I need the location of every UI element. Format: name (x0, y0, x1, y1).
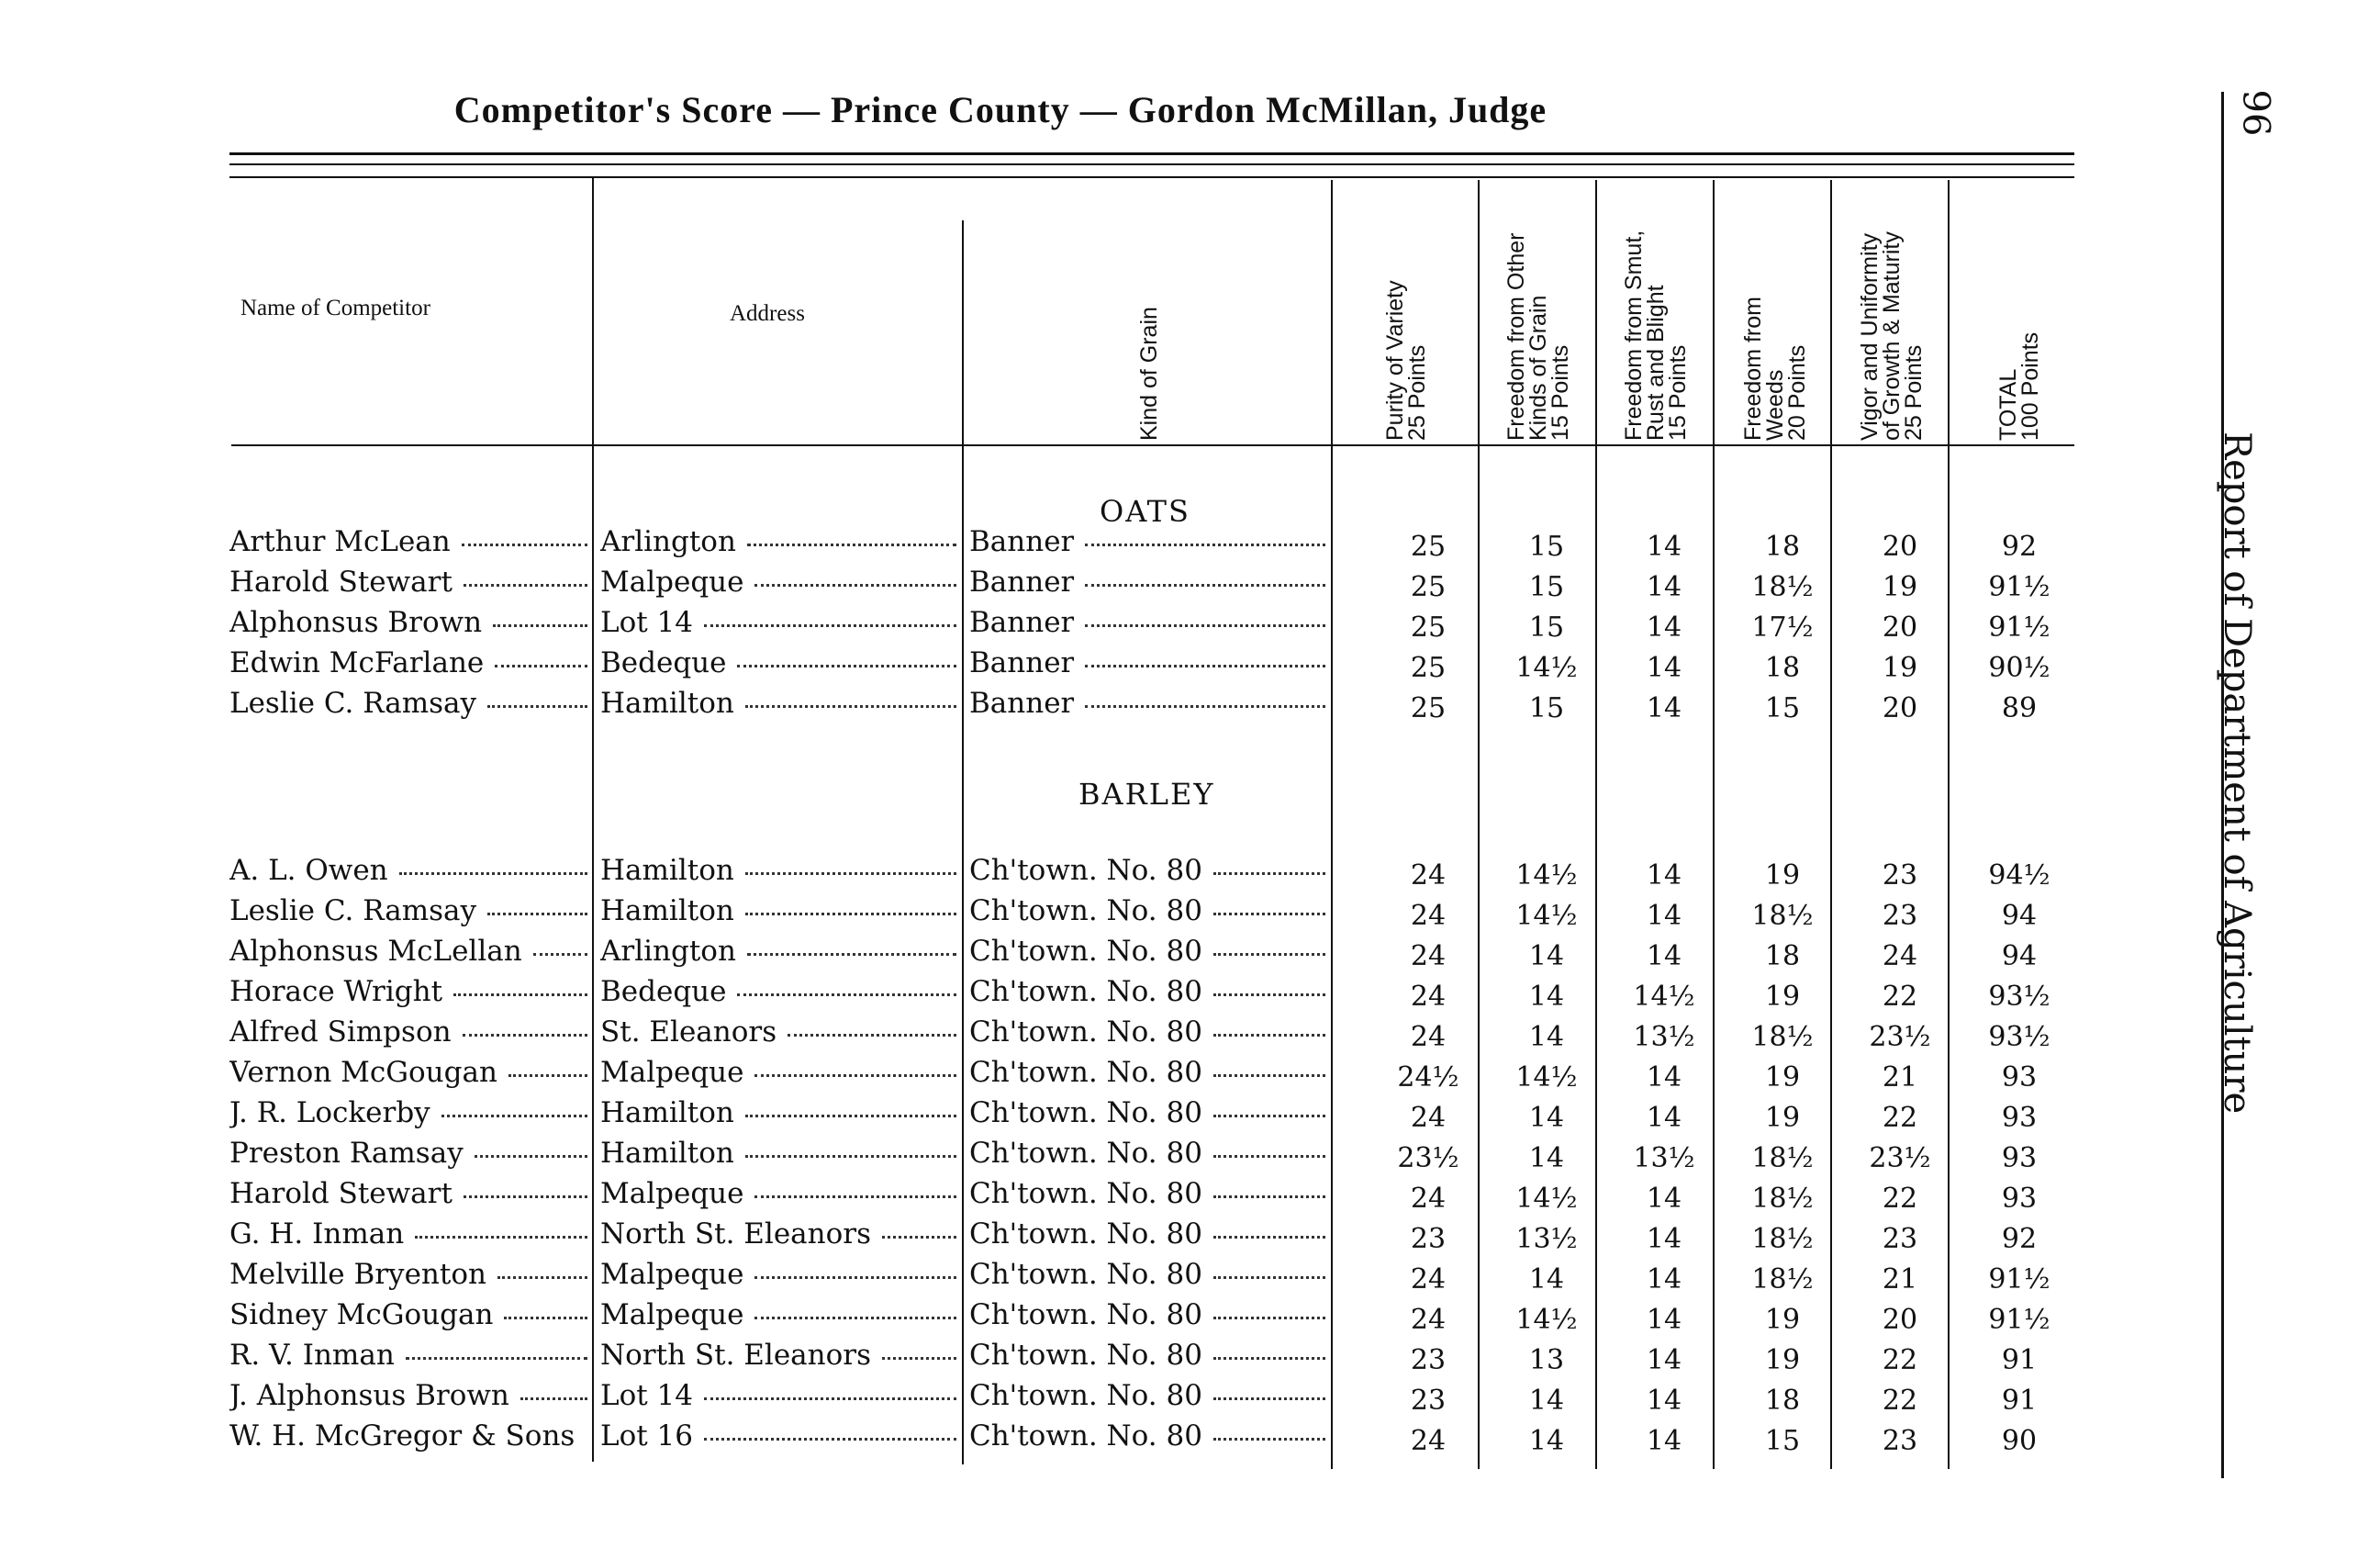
score-freedom-other: 14½ (1515, 900, 1578, 932)
score-freedom-smut: 14 (1646, 1223, 1682, 1255)
score-total: 94 (2001, 900, 2038, 932)
score-freedom-smut: 14 (1646, 611, 1682, 644)
dot-leader (463, 1034, 587, 1037)
competitor-name: Preston Ramsay (229, 1137, 464, 1170)
score-vigor: 21 (1882, 1263, 1918, 1295)
dot-leader (1085, 624, 1325, 627)
score-total: 90 (2001, 1425, 2038, 1457)
dot-leader (1213, 953, 1325, 956)
grain-kind: Ch'town. No. 80 (969, 1137, 1202, 1170)
score-purity: 23 (1410, 1344, 1447, 1376)
score-freedom-other: 15 (1528, 571, 1565, 603)
grain-kind: Ch'town. No. 80 (969, 1419, 1202, 1452)
dot-leader (882, 1357, 956, 1360)
score-vigor: 23 (1882, 1425, 1918, 1457)
competitor-address: Malpeque (600, 1177, 744, 1210)
score-vigor: 22 (1882, 981, 1918, 1013)
score-vigor: 20 (1882, 611, 1918, 644)
dot-leader (1213, 872, 1325, 875)
competitor-name: Leslie C. Ramsay (229, 687, 477, 720)
grain-kind: Ch'town. No. 80 (969, 1258, 1202, 1291)
score-freedom-other: 15 (1528, 692, 1565, 724)
score-freedom-other: 13 (1528, 1344, 1565, 1376)
dot-leader (745, 913, 956, 915)
score-purity: 25 (1410, 692, 1447, 724)
dot-leader (1213, 1155, 1325, 1158)
score-freedom-other: 15 (1528, 531, 1565, 563)
score-freedom-other: 14 (1528, 981, 1565, 1013)
table-row (0, 1217, 2380, 1258)
score-purity: 23½ (1397, 1142, 1459, 1174)
competitor-address: Bedeque (600, 975, 727, 1008)
header-freedom-smut: Freedom from Smut, Rust and Blight 15 Points (1621, 230, 1691, 441)
table-row (0, 1177, 2380, 1217)
grain-kind: Banner (969, 646, 1075, 679)
score-vigor: 21 (1882, 1061, 1918, 1094)
score-freedom-weeds: 18 (1764, 652, 1801, 684)
score-purity: 24 (1410, 1263, 1447, 1295)
score-freedom-smut: 14 (1646, 1061, 1682, 1094)
competitor-name: Sidney McGougan (229, 1298, 494, 1331)
score-freedom-smut: 14 (1646, 1263, 1682, 1295)
score-freedom-smut: 13½ (1633, 1021, 1695, 1053)
score-total: 91 (2001, 1385, 2038, 1417)
grain-kind: Ch'town. No. 80 (969, 854, 1202, 887)
dot-leader (1213, 913, 1325, 915)
page-number: 96 (2234, 89, 2277, 137)
header-address: Address (730, 301, 805, 326)
competitor-name: Edwin McFarlane (229, 646, 485, 679)
score-purity: 24 (1410, 1102, 1447, 1134)
dot-leader (520, 1397, 587, 1400)
dot-leader (747, 953, 956, 956)
score-purity: 24½ (1397, 1061, 1459, 1094)
score-total: 90½ (1988, 652, 2050, 684)
score-total: 89 (2001, 692, 2038, 724)
header-rule-second (229, 163, 2074, 165)
score-purity: 24 (1410, 1021, 1447, 1053)
header-purity: Purity of Variety 25 Points (1382, 280, 1430, 441)
score-vigor: 22 (1882, 1183, 1918, 1215)
score-total: 91½ (1988, 611, 2050, 644)
score-vigor: 19 (1882, 571, 1918, 603)
competitor-address: Arlington (600, 525, 736, 558)
dot-leader (704, 624, 956, 627)
score-freedom-other: 13½ (1515, 1223, 1578, 1255)
score-freedom-weeds: 18½ (1751, 900, 1814, 932)
score-total: 93 (2001, 1061, 2038, 1094)
score-freedom-smut: 14 (1646, 692, 1682, 724)
score-total: 92 (2001, 1223, 2038, 1255)
dot-leader (754, 584, 956, 587)
score-freedom-weeds: 18 (1764, 940, 1801, 972)
score-purity: 23 (1410, 1223, 1447, 1255)
competitor-address: Hamilton (600, 894, 734, 927)
score-freedom-weeds: 18½ (1751, 1263, 1814, 1295)
header-freedom-other: Freedom from Other Kinds of Grain 15 Points (1503, 232, 1573, 441)
dot-leader (1213, 1034, 1325, 1037)
score-total: 91½ (1988, 1263, 2050, 1295)
competitor-address: St. Eleanors (600, 1015, 777, 1049)
score-vigor: 22 (1882, 1385, 1918, 1417)
grain-kind: Ch'town. No. 80 (969, 975, 1202, 1008)
competitor-address: Hamilton (600, 1137, 734, 1170)
grain-kind: Ch'town. No. 80 (969, 1217, 1202, 1251)
dot-leader (464, 1195, 587, 1198)
dot-leader (462, 544, 587, 546)
grain-kind: Ch'town. No. 80 (969, 1379, 1202, 1412)
competitor-name: Harold Stewart (229, 1177, 453, 1210)
score-freedom-weeds: 15 (1764, 1425, 1801, 1457)
dot-leader (415, 1236, 587, 1239)
score-freedom-other: 14½ (1515, 859, 1578, 892)
score-freedom-other: 14 (1528, 940, 1565, 972)
score-total: 92 (2001, 531, 2038, 563)
score-vigor: 22 (1882, 1344, 1918, 1376)
score-total: 94½ (1988, 859, 2050, 892)
score-total: 91 (2001, 1344, 2038, 1376)
score-total: 91½ (1988, 1304, 2050, 1336)
header-freedom-weeds: Freedom from Weeds 20 Points (1740, 297, 1810, 441)
score-freedom-weeds: 18½ (1751, 1223, 1814, 1255)
dot-leader (1213, 1317, 1325, 1319)
dot-leader (737, 665, 956, 667)
grain-kind: Ch'town. No. 80 (969, 1177, 1202, 1210)
score-purity: 25 (1410, 531, 1447, 563)
score-freedom-weeds: 19 (1764, 1102, 1801, 1134)
score-total: 93 (2001, 1142, 2038, 1174)
dot-leader (1085, 544, 1325, 546)
dot-leader (508, 1074, 587, 1077)
competitor-name: A. L. Owen (229, 854, 388, 887)
score-freedom-other: 15 (1528, 611, 1565, 644)
table-row (0, 566, 2380, 606)
grain-kind: Ch'town. No. 80 (969, 1339, 1202, 1372)
dot-leader (754, 1074, 956, 1077)
dot-leader (745, 872, 956, 875)
table-row (0, 894, 2380, 935)
score-freedom-smut: 14 (1646, 1304, 1682, 1336)
dot-leader (1085, 665, 1325, 667)
grain-kind: Ch'town. No. 80 (969, 1056, 1202, 1089)
competitor-name: Leslie C. Ramsay (229, 894, 477, 927)
score-freedom-other: 14 (1528, 1263, 1565, 1295)
dot-leader (1213, 1438, 1325, 1441)
score-freedom-weeds: 17½ (1751, 611, 1814, 644)
dot-leader (399, 872, 587, 875)
dot-leader (1213, 1195, 1325, 1198)
dot-leader (406, 1357, 587, 1360)
score-vigor: 22 (1882, 1102, 1918, 1134)
dot-leader (1213, 1276, 1325, 1279)
score-vigor: 19 (1882, 652, 1918, 684)
competitor-name: Horace Wright (229, 975, 443, 1008)
score-freedom-other: 14 (1528, 1021, 1565, 1053)
score-purity: 24 (1410, 1183, 1447, 1215)
competitor-address: Lot 14 (600, 606, 694, 639)
header-rule-third (229, 176, 2074, 178)
score-freedom-smut: 14 (1646, 1344, 1682, 1376)
score-freedom-weeds: 19 (1764, 1061, 1801, 1094)
competitor-address: Malpeque (600, 1298, 744, 1331)
table-row (0, 1096, 2380, 1137)
score-freedom-other: 14½ (1515, 1061, 1578, 1094)
dot-leader (704, 1397, 956, 1400)
score-freedom-other: 14 (1528, 1385, 1565, 1417)
dot-leader (487, 705, 587, 708)
competitor-name: W. H. McGregor & Sons (229, 1419, 575, 1452)
table-row (0, 1258, 2380, 1298)
score-freedom-weeds: 18 (1764, 1385, 1801, 1417)
header-total: TOTAL 100 Points (1995, 331, 2043, 441)
competitor-address: Lot 16 (600, 1419, 694, 1452)
header-rule-bottom (231, 444, 2074, 446)
competitor-name: Vernon McGougan (229, 1056, 497, 1089)
competitor-address: Arlington (600, 935, 736, 968)
table-row (0, 1298, 2380, 1339)
header-vigor: Vigor and Uniformity of Growth & Maturity 25 Points (1857, 231, 1927, 441)
competitor-name: Alfred Simpson (229, 1015, 452, 1049)
score-vigor: 23½ (1869, 1021, 1931, 1053)
competitor-name: J. Alphonsus Brown (229, 1379, 509, 1412)
dot-leader (747, 544, 956, 546)
table-row (0, 1339, 2380, 1379)
score-total: 93½ (1988, 1021, 2050, 1053)
grain-kind: Ch'town. No. 80 (969, 935, 1202, 968)
score-total: 93 (2001, 1102, 2038, 1134)
header-grain: Kind of Grain (1136, 307, 1162, 441)
competitor-address: Lot 14 (600, 1379, 694, 1412)
header-rule-top (229, 152, 2074, 155)
dot-leader (745, 705, 956, 708)
dot-leader (487, 913, 587, 915)
dot-leader (1213, 1115, 1325, 1117)
competitor-address: Malpeque (600, 1056, 744, 1089)
score-vigor: 23 (1882, 900, 1918, 932)
dot-leader (882, 1236, 956, 1239)
competitor-name: Arthur McLean (229, 525, 451, 558)
table-row (0, 1056, 2380, 1096)
competitor-name: R. V. Inman (229, 1339, 395, 1372)
score-freedom-smut: 14½ (1633, 981, 1695, 1013)
competitor-name: Melville Bryenton (229, 1258, 486, 1291)
dot-leader (745, 1155, 956, 1158)
competitor-name: J. R. Lockerby (229, 1096, 430, 1129)
grain-kind: Ch'town. No. 80 (969, 1096, 1202, 1129)
table-row (0, 935, 2380, 975)
score-freedom-weeds: 18½ (1751, 1021, 1814, 1053)
competitor-name: Harold Stewart (229, 566, 453, 599)
score-freedom-weeds: 19 (1764, 1304, 1801, 1336)
section-label-oats: OATS (1100, 494, 1190, 529)
dot-leader (788, 1034, 956, 1037)
competitor-address: North St. Eleanors (600, 1339, 872, 1372)
score-freedom-weeds: 18 (1764, 531, 1801, 563)
score-freedom-smut: 14 (1646, 900, 1682, 932)
score-purity: 24 (1410, 859, 1447, 892)
score-freedom-smut: 14 (1646, 1385, 1682, 1417)
score-vigor: 23 (1882, 859, 1918, 892)
score-freedom-weeds: 18½ (1751, 571, 1814, 603)
dot-leader (1213, 1236, 1325, 1239)
dot-leader (754, 1195, 956, 1198)
score-freedom-smut: 14 (1646, 1102, 1682, 1134)
score-freedom-weeds: 18½ (1751, 1142, 1814, 1174)
dot-leader (1213, 993, 1325, 996)
competitor-address: Hamilton (600, 1096, 734, 1129)
score-total: 94 (2001, 940, 2038, 972)
page-title: Competitor's Score — Prince County — Gordon McMillan, Judge (453, 89, 1548, 130)
competitor-address: Hamilton (600, 687, 734, 720)
score-vigor: 20 (1882, 692, 1918, 724)
score-freedom-other: 14 (1528, 1425, 1565, 1457)
score-freedom-smut: 14 (1646, 531, 1682, 563)
dot-leader (737, 993, 956, 996)
score-purity: 24 (1410, 1304, 1447, 1336)
score-freedom-weeds: 15 (1764, 692, 1801, 724)
score-freedom-smut: 13½ (1633, 1142, 1695, 1174)
competitor-name: G. H. Inman (229, 1217, 405, 1251)
score-vigor: 20 (1882, 531, 1918, 563)
dot-leader (533, 953, 587, 956)
score-purity: 24 (1410, 940, 1447, 972)
score-freedom-smut: 14 (1646, 1183, 1682, 1215)
dot-leader (453, 993, 587, 996)
dot-leader (504, 1317, 587, 1319)
table-row (0, 1015, 2380, 1056)
dot-leader (475, 1155, 587, 1158)
score-total: 93 (2001, 1183, 2038, 1215)
competitor-address: Bedeque (600, 646, 727, 679)
dot-leader (754, 1317, 956, 1319)
table-row (0, 646, 2380, 687)
score-vigor: 23½ (1869, 1142, 1931, 1174)
competitor-address: Hamilton (600, 854, 734, 887)
header-name: Name of Competitor (240, 296, 430, 320)
dot-leader (704, 1438, 956, 1441)
score-freedom-other: 14½ (1515, 652, 1578, 684)
competitor-name: Alphonsus McLellan (229, 935, 522, 968)
score-freedom-weeds: 19 (1764, 981, 1801, 1013)
dot-leader (745, 1115, 956, 1117)
table-row (0, 606, 2380, 646)
dot-leader (464, 584, 587, 587)
score-vigor: 23 (1882, 1223, 1918, 1255)
table-row (0, 975, 2380, 1015)
score-freedom-other: 14½ (1515, 1304, 1578, 1336)
table-row (0, 687, 2380, 727)
score-freedom-smut: 14 (1646, 652, 1682, 684)
dot-leader (441, 1115, 587, 1117)
table-row (0, 1379, 2380, 1419)
table-row (0, 1419, 2380, 1460)
competitor-address: North St. Eleanors (600, 1217, 872, 1251)
score-freedom-smut: 14 (1646, 1425, 1682, 1457)
grain-kind: Banner (969, 525, 1075, 558)
score-purity: 24 (1410, 981, 1447, 1013)
dot-leader (754, 1276, 956, 1279)
score-freedom-weeds: 19 (1764, 859, 1801, 892)
score-freedom-smut: 14 (1646, 940, 1682, 972)
table-row (0, 854, 2380, 894)
score-freedom-weeds: 19 (1764, 1344, 1801, 1376)
dot-leader (1213, 1397, 1325, 1400)
dot-leader (497, 1276, 587, 1279)
dot-leader (1213, 1074, 1325, 1077)
dot-leader (1085, 705, 1325, 708)
score-vigor: 20 (1882, 1304, 1918, 1336)
score-purity: 24 (1410, 1425, 1447, 1457)
score-purity: 24 (1410, 900, 1447, 932)
dot-leader (1085, 584, 1325, 587)
score-total: 93½ (1988, 981, 2050, 1013)
score-freedom-other: 14 (1528, 1142, 1565, 1174)
grain-kind: Banner (969, 687, 1075, 720)
competitor-address: Malpeque (600, 1258, 744, 1291)
competitor-address: Malpeque (600, 566, 744, 599)
grain-kind: Ch'town. No. 80 (969, 1298, 1202, 1331)
table-row (0, 1137, 2380, 1177)
score-purity: 25 (1410, 652, 1447, 684)
competitor-name: Alphonsus Brown (229, 606, 483, 639)
score-vigor: 24 (1882, 940, 1918, 972)
score-purity: 25 (1410, 571, 1447, 603)
score-purity: 23 (1410, 1385, 1447, 1417)
score-freedom-other: 14 (1528, 1102, 1565, 1134)
grain-kind: Ch'town. No. 80 (969, 894, 1202, 927)
section-label-barley: BARLEY (1078, 777, 1215, 812)
score-freedom-other: 14½ (1515, 1183, 1578, 1215)
score-freedom-weeds: 18½ (1751, 1183, 1814, 1215)
table-row (0, 525, 2380, 566)
grain-kind: Banner (969, 606, 1075, 639)
score-purity: 25 (1410, 611, 1447, 644)
score-freedom-smut: 14 (1646, 859, 1682, 892)
running-title: Report of Department of Agriculture (2216, 432, 2258, 1115)
score-total: 91½ (1988, 571, 2050, 603)
score-freedom-smut: 14 (1646, 571, 1682, 603)
grain-kind: Banner (969, 566, 1075, 599)
dot-leader (1213, 1357, 1325, 1360)
dot-leader (495, 665, 587, 667)
dot-leader (493, 624, 587, 627)
grain-kind: Ch'town. No. 80 (969, 1015, 1202, 1049)
